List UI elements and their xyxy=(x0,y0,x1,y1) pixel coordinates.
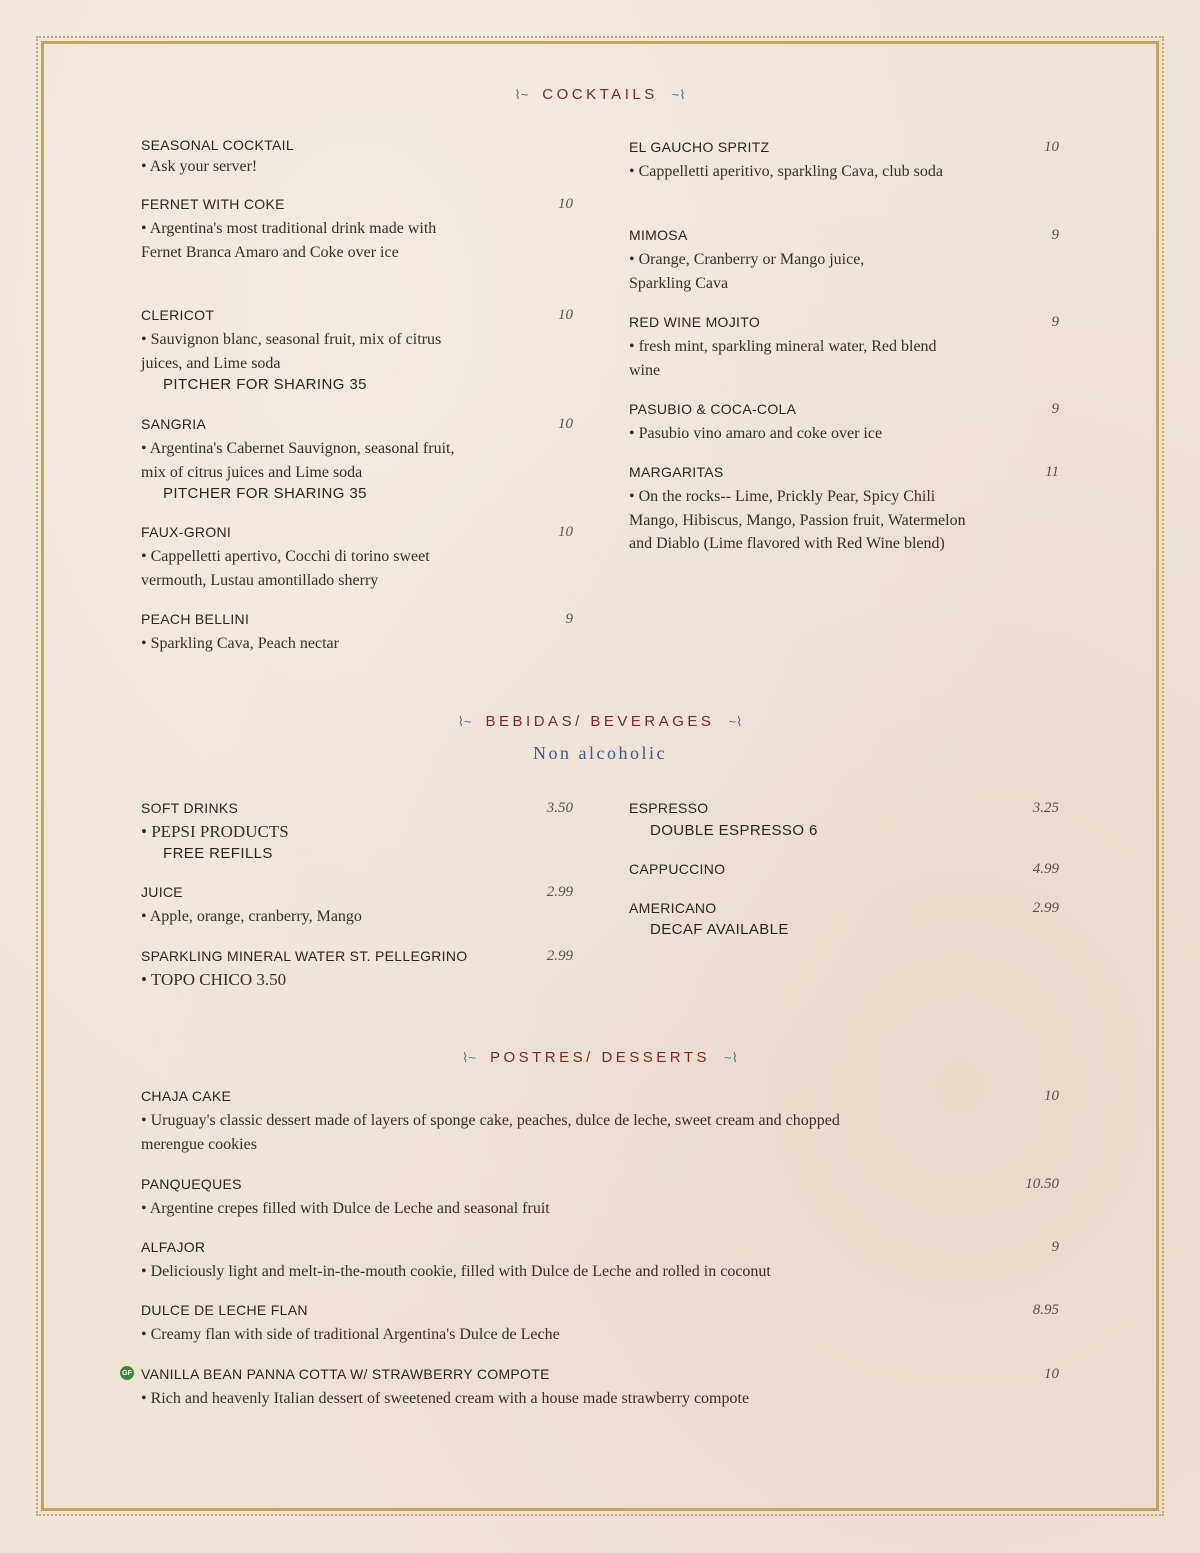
item-price: 9 xyxy=(565,611,573,627)
item-description: • On the rocks-- Lime, Prickly Pear, Spicy Chili Mango, Hibiscus, Mango, Passion fruit, Watermelon and Diablo (Lime flavored with Red Wine blend) xyxy=(629,488,966,552)
item-name: ALFAJOR xyxy=(141,1239,206,1255)
item-name: CHAJA CAKE xyxy=(141,1088,232,1104)
item-description: • Deliciously light and melt-in-the-mouth cookie, filled with Dulce de Leche and rolled in coconut xyxy=(141,1263,771,1280)
item-price: 3.50 xyxy=(546,800,573,816)
item-description: • Rich and heavenly Italian dessert of sweetened cream with a house made strawberry compote xyxy=(141,1390,750,1407)
scroll-ornament-icon: ⌇~ xyxy=(514,86,529,102)
beverages-subtitle: Non alcoholic xyxy=(533,743,667,763)
scroll-ornament-icon: ⌇~ xyxy=(461,1049,476,1065)
beverages-title: BEBIDAS/ BEVERAGES xyxy=(485,713,715,730)
item-description: • Sparkling Cava, Peach nectar xyxy=(141,635,339,652)
scroll-ornament-icon: ~⌇ xyxy=(728,713,743,729)
item-name: CLERICOT xyxy=(141,307,215,323)
item-price: 9 xyxy=(1051,227,1059,243)
item-price: 2.99 xyxy=(546,948,573,964)
item-price: 4.99 xyxy=(1032,861,1059,877)
item-price: 11 xyxy=(1045,464,1059,480)
item-name: CAPPUCCINO xyxy=(629,861,726,877)
item-price: 2.99 xyxy=(1032,900,1059,916)
item-price: 10.50 xyxy=(1025,1176,1059,1192)
item-name: SANGRIA xyxy=(141,416,207,432)
item-name: AMERICANO xyxy=(629,900,717,916)
item-name: RED WINE MOJITO xyxy=(629,314,761,330)
item-price: 10 xyxy=(1044,1088,1059,1104)
desserts-title: POSTRES/ DESSERTS xyxy=(489,1049,711,1066)
item-name: SEASONAL COCKTAIL xyxy=(141,137,294,153)
item-description: • TOPO CHICO 3.50 xyxy=(141,970,287,989)
item-price: 10 xyxy=(1044,1366,1059,1382)
item-description: • Apple, orange, cranberry, Mango xyxy=(141,908,362,925)
beverages-heading xyxy=(0,713,1200,730)
item-name: VANILLA BEAN PANNA COTTA W/ STRAWBERRY COMPOTE xyxy=(141,1366,550,1382)
item-name: JUICE xyxy=(141,884,183,900)
item-name: PASUBIO & COCA-COLA xyxy=(629,401,797,417)
item-description: • Argentine crepes filled with Dulce de Leche and seasonal fruit xyxy=(141,1200,550,1217)
item-description: • Argentina's most traditional drink made with Fernet Branca Amaro and Coke over ice xyxy=(141,220,437,261)
item-name: PEACH BELLINI xyxy=(141,611,250,627)
gluten-free-icon: GF xyxy=(120,1366,134,1380)
item-description: • Creamy flan with side of traditional Argentina's Dulce de Leche xyxy=(141,1326,560,1343)
item-description: • Pasubio vino amaro and coke over ice xyxy=(629,425,883,442)
item-name: MIMOSA xyxy=(629,227,688,243)
scroll-ornament-icon: ⌇~ xyxy=(457,713,472,729)
item-name: ESPRESSO xyxy=(629,800,709,816)
item-price: 9 xyxy=(1051,1239,1059,1255)
item-price: 10 xyxy=(558,416,573,432)
cocktails-heading xyxy=(0,86,1200,103)
item-description: • Uruguay's classic dessert made of layers of sponge cake, peaches, dulce de leche, sweet cream and chopped merengue cookies xyxy=(141,1112,840,1153)
item-price: 10 xyxy=(558,524,573,540)
item-note: DECAF AVAILABLE xyxy=(650,921,789,938)
item-price: 10 xyxy=(1044,139,1059,155)
item-price: 9 xyxy=(1051,401,1059,417)
item-price: 9 xyxy=(1051,314,1059,330)
item-price: 10 xyxy=(558,307,573,323)
item-description: • Sauvignon blanc, seasonal fruit, mix of citrus juices, and Lime soda xyxy=(141,331,442,372)
item-description: • Cappelletti apertivo, Cocchi di torino sweet vermouth, Lustau amontillado sherry xyxy=(141,548,430,589)
scroll-ornament-icon: ~⌇ xyxy=(724,1049,738,1065)
cocktails-title: COCKTAILS xyxy=(542,86,658,103)
item-name: EL GAUCHO SPRITZ xyxy=(629,139,770,155)
scroll-ornament-icon: ~⌇ xyxy=(671,86,686,102)
item-note: FREE REFILLS xyxy=(163,845,273,862)
item-name: PANQUEQUES xyxy=(141,1176,242,1192)
item-name: DULCE DE LECHE FLAN xyxy=(141,1302,308,1318)
item-description: • fresh mint, sparkling mineral water, Red blend wine xyxy=(629,338,937,379)
item-note: PITCHER FOR SHARING 35 xyxy=(163,376,367,393)
item-name: FAUX-GRONI xyxy=(141,524,232,540)
item-name: FERNET WITH COKE xyxy=(141,196,285,212)
item-description: • Argentina's Cabernet Sauvignon, seasonal fruit, mix of citrus juices and Lime soda xyxy=(141,440,455,481)
item-price: 10 xyxy=(558,196,573,212)
desserts-heading xyxy=(0,1049,1200,1066)
item-description: • PEPSI PRODUCTS xyxy=(141,822,289,841)
item-note: PITCHER FOR SHARING 35 xyxy=(163,485,367,502)
item-description: • Orange, Cranberry or Mango juice, Sparkling Cava xyxy=(629,251,865,292)
item-price: 3.25 xyxy=(1032,800,1059,816)
item-description: • Cappelletti aperitivo, sparkling Cava, club soda xyxy=(629,163,943,180)
item-name: SPARKLING MINERAL WATER ST. PELLEGRINO xyxy=(141,948,468,964)
item-note: DOUBLE ESPRESSO 6 xyxy=(650,822,818,839)
item-name: SOFT DRINKS xyxy=(141,800,239,816)
item-description: • Ask your server! xyxy=(141,158,258,175)
item-price: 8.95 xyxy=(1032,1302,1059,1318)
item-name: MARGARITAS xyxy=(629,464,724,480)
item-price: 2.99 xyxy=(546,884,573,900)
